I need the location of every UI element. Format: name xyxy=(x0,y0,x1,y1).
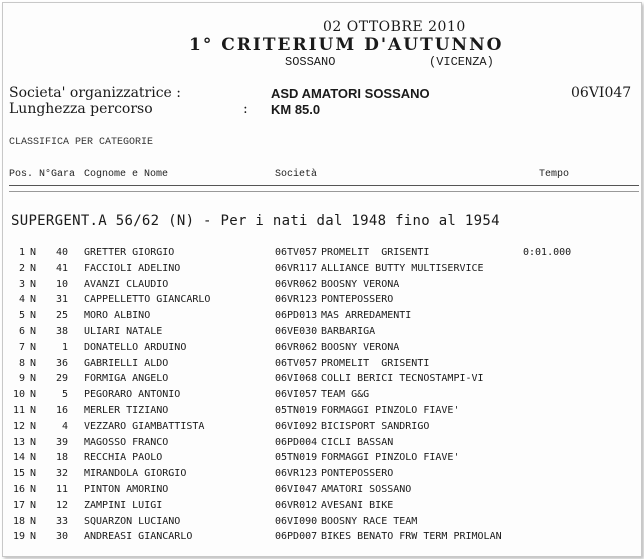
race-province: (VICENZA) xyxy=(429,55,494,69)
table-row xyxy=(3,247,641,263)
bib-number: 18 xyxy=(55,452,68,464)
rider-name: PEGORARO ANTONIO xyxy=(84,389,181,401)
bib-number: 40 xyxy=(55,247,68,258)
team-code: 06VI047 xyxy=(275,483,318,495)
table-row xyxy=(3,437,641,453)
team-name: AMATORI SOSSANO xyxy=(321,483,412,495)
category-flag: N xyxy=(30,499,37,511)
bib-number: 11 xyxy=(55,483,68,495)
organizer-label: Societa' organizzatrice : xyxy=(9,85,182,101)
team-name: PONTEPOSSERO xyxy=(321,294,394,306)
team-code: 06VI057 xyxy=(275,389,318,401)
rider-name: MORO ALBINO xyxy=(84,310,151,322)
race-city: SOSSANO xyxy=(285,55,336,69)
team-code: 06TV057 xyxy=(275,357,318,369)
table-row xyxy=(3,373,641,389)
table-row xyxy=(3,294,641,310)
team-code: 06VE030 xyxy=(275,325,318,337)
team-code: 06VR117 xyxy=(275,262,318,274)
team-code: 06VI092 xyxy=(275,420,318,432)
category-flag: N xyxy=(30,278,37,290)
rider-name: GABRIELLI ALDO xyxy=(84,357,169,369)
rider-name: ANDREASI GIANCARLO xyxy=(84,531,193,543)
team-name: BIKES BENATO FRW TERM PRIMOLAN xyxy=(321,531,502,543)
table-row xyxy=(3,421,641,437)
rider-name: MIRANDOLA GIORGIO xyxy=(84,468,187,480)
table-row xyxy=(3,531,641,547)
category-flag: N xyxy=(30,531,37,543)
category-flag: N xyxy=(30,357,37,369)
team-code: 06VR123 xyxy=(275,294,318,306)
team-name: FORMAGGI PINZOLO FIAVE' xyxy=(321,404,460,416)
bib-number: 5 xyxy=(61,389,68,401)
position: 11 xyxy=(12,404,25,416)
team-name: FORMAGGI PINZOLO FIAVE' xyxy=(321,452,460,464)
position: 1 xyxy=(18,247,25,258)
position: 10 xyxy=(12,389,25,401)
team-code: 06VR012 xyxy=(275,499,318,511)
category-flag: N xyxy=(30,483,37,495)
team-code: 06PD004 xyxy=(275,436,318,448)
team-code: 06PD007 xyxy=(275,531,318,543)
category-flag: N xyxy=(30,468,37,480)
bib-number: 1 xyxy=(61,341,68,353)
team-code: 06VI090 xyxy=(275,515,318,527)
column-team: Società xyxy=(275,169,318,180)
team-name: PROMELIT GRISENTI xyxy=(321,247,430,258)
category-flag: N xyxy=(30,294,37,306)
position: 8 xyxy=(18,357,25,369)
position: 4 xyxy=(18,294,25,306)
team-name: MAS ARREDAMENTI xyxy=(321,310,412,322)
table-row xyxy=(3,279,641,295)
team-name: BOOSNY VERONA xyxy=(321,341,400,353)
position: 6 xyxy=(18,325,25,337)
position: 15 xyxy=(12,468,25,480)
length-value: KM 85.0 xyxy=(271,102,321,117)
team-name: BOOSNY RACE TEAM xyxy=(321,515,418,527)
category-flag: N xyxy=(30,310,37,322)
bib-number: 32 xyxy=(55,468,68,480)
results-list xyxy=(3,247,641,547)
category-flag: N xyxy=(30,247,37,258)
rider-name: VEZZARO GIAMBATTISTA xyxy=(84,420,205,432)
rider-name: CAPPELLETTO GIANCARLO xyxy=(84,294,211,306)
bib-number: 25 xyxy=(55,310,68,322)
team-code: 05TN019 xyxy=(275,404,318,416)
bib-number: 33 xyxy=(55,515,68,527)
bib-number: 31 xyxy=(55,294,68,306)
section-label: CLASSIFICA PER CATEGORIE xyxy=(9,137,154,148)
category-flag: N xyxy=(30,515,37,527)
table-row xyxy=(3,405,641,421)
team-code: 05TN019 xyxy=(275,452,318,464)
table-row xyxy=(3,342,641,358)
team-name: ALLIANCE BUTTY MULTISERVICE xyxy=(321,262,484,274)
bib-number: 30 xyxy=(55,531,68,543)
column-name: Cognome e Nome xyxy=(84,169,169,180)
category-flag: N xyxy=(30,404,37,416)
team-code: 06VI068 xyxy=(275,373,318,385)
position: 18 xyxy=(12,515,25,527)
team-name: AVESANI BIKE xyxy=(321,499,394,511)
team-name: COLLI BERICI TECNOSTAMPI-VI xyxy=(321,373,484,385)
bib-number: 41 xyxy=(55,262,68,274)
finish-time: 0:01.000 xyxy=(523,247,572,258)
position: 14 xyxy=(12,452,25,464)
category-flag: N xyxy=(30,373,37,385)
category-title: SUPERGENT.A 56/62 (N) - Per i nati dal 1948 fino al 1954 xyxy=(11,213,500,229)
position: 9 xyxy=(18,373,25,385)
rider-name: ZAMPINI LUIGI xyxy=(84,499,163,511)
column-pos-bib: Pos. N°Gara xyxy=(9,169,76,180)
bib-number: 16 xyxy=(55,404,68,416)
bib-number: 10 xyxy=(55,278,68,290)
position: 5 xyxy=(18,310,25,322)
length-label: Lunghezza percorso xyxy=(9,101,153,117)
organizer-code: 06VI047 xyxy=(571,85,632,101)
team-name: TEAM G&G xyxy=(321,389,370,401)
category-flag: N xyxy=(30,325,37,337)
rider-name: MAGOSSO FRANCO xyxy=(84,436,169,448)
table-row xyxy=(3,452,641,468)
table-row xyxy=(3,310,641,326)
document-page xyxy=(2,2,642,557)
position: 19 xyxy=(12,531,25,543)
bib-number: 4 xyxy=(61,420,68,432)
category-flag: N xyxy=(30,341,37,353)
bib-number: 38 xyxy=(55,325,68,337)
position: 17 xyxy=(12,499,25,511)
team-name: PONTEPOSSERO xyxy=(321,468,394,480)
category-flag: N xyxy=(30,452,37,464)
team-name: BARBARIGA xyxy=(321,325,376,337)
category-flag: N xyxy=(30,420,37,432)
position: 16 xyxy=(12,483,25,495)
table-row xyxy=(3,468,641,484)
rider-name: GRETTER GIORGIO xyxy=(84,247,175,258)
table-row xyxy=(3,263,641,279)
team-code: 06TV057 xyxy=(275,247,318,258)
rider-name: RECCHIA PAOLO xyxy=(84,452,163,464)
position: 2 xyxy=(18,262,25,274)
category-flag: N xyxy=(30,262,37,274)
rider-name: ULIARI NATALE xyxy=(84,325,163,337)
table-row xyxy=(3,500,641,516)
team-name: BICISPORT SANDRIGO xyxy=(321,420,430,432)
rider-name: FORMIGA ANGELO xyxy=(84,373,169,385)
race-title: 1° CRITERIUM D'AUTUNNO xyxy=(189,35,504,55)
bib-number: 36 xyxy=(55,357,68,369)
rider-name: PINTON AMORINO xyxy=(84,483,169,495)
column-time: Tempo xyxy=(539,169,570,180)
position: 12 xyxy=(12,420,25,432)
table-row xyxy=(3,326,641,342)
header-rule-secondary xyxy=(9,191,639,192)
team-code: 06PD013 xyxy=(275,310,318,322)
rider-name: SQUARZON LUCIANO xyxy=(84,515,181,527)
rider-name: DONATELLO ARDUINO xyxy=(84,341,187,353)
category-flag: N xyxy=(30,389,37,401)
team-code: 06VR062 xyxy=(275,278,318,290)
team-name: PROMELIT GRISENTI xyxy=(321,357,430,369)
team-name: CICLI BASSAN xyxy=(321,436,394,448)
team-code: 06VR062 xyxy=(275,341,318,353)
rider-name: FACCIOLI ADELINO xyxy=(84,262,181,274)
category-flag: N xyxy=(30,436,37,448)
bib-number: 12 xyxy=(55,499,68,511)
team-name: BOOSNY VERONA xyxy=(321,278,400,290)
table-row xyxy=(3,389,641,405)
rider-name: AVANZI CLAUDIO xyxy=(84,278,169,290)
position: 7 xyxy=(18,341,25,353)
header-rule xyxy=(9,185,639,186)
race-date: 02 OTTOBRE 2010 xyxy=(323,19,466,35)
table-row xyxy=(3,484,641,500)
table-row xyxy=(3,516,641,532)
position: 13 xyxy=(12,436,25,448)
position: 3 xyxy=(18,278,25,290)
table-row xyxy=(3,358,641,374)
rider-name: MERLER TIZIANO xyxy=(84,404,169,416)
bib-number: 39 xyxy=(55,436,68,448)
bib-number: 29 xyxy=(55,373,68,385)
length-colon: : xyxy=(243,101,248,117)
organizer-value: ASD AMATORI SOSSANO xyxy=(271,86,430,101)
team-code: 06VR123 xyxy=(275,468,318,480)
